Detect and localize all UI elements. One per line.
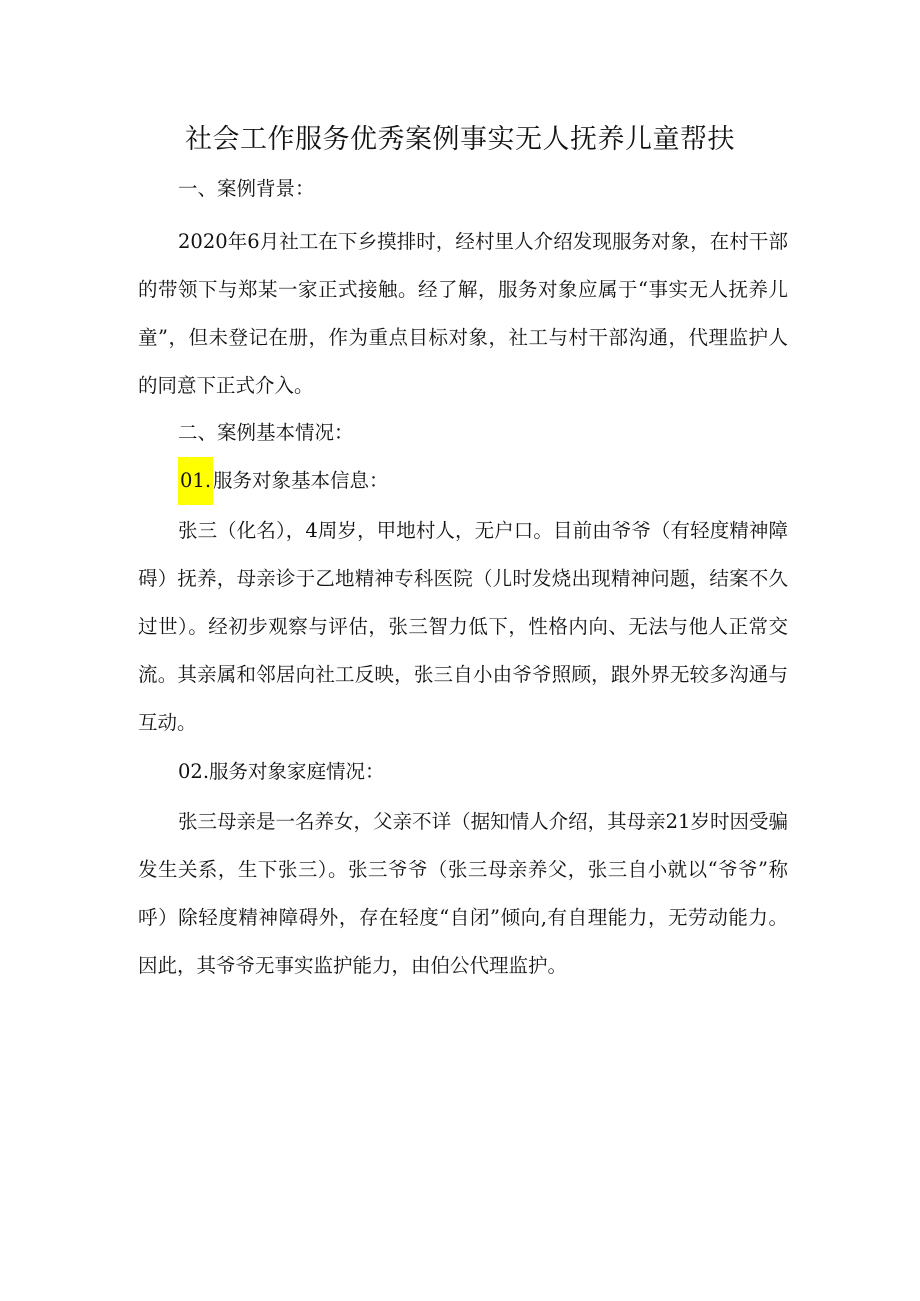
- item2-heading: 02.服务对象家庭情况：: [178, 760, 385, 783]
- item1-heading-line: [138, 457, 828, 505]
- highlighted-number: 01.: [178, 457, 213, 505]
- item2-paragraph: 张三母亲是一名养女，父亲不详（据知情人介绍，其母亲21岁时因受骗发生关系，生下张三）。张三爷爷（张三母亲养父，张三自小就以“爷爷”称呼）除轻度精神障碍外，存在轻度“自闭”倾向,有自理能力，无劳动能力。因此，其爷爷无事实监护能力，由伯公代理监护。: [138, 810, 788, 977]
- item1-paragraph: 张三（化名），4周岁，甲地村人，无户口。目前由爷爷（有轻度精神障碍）抚养，母亲诊于乙地精神专科医院（儿时发烧出现精神问题，结案不久过世）。经初步观察与评估，张三智力低下，性格内向、无法与他人正常交流。其亲属和邻居向社工反映，张三自小由爷爷照顾，跟外界无较多沟通与互动。: [138, 519, 788, 734]
- document-title: 社会工作服务优秀案例事实无人抚养儿童帮扶: [185, 124, 735, 155]
- section1-paragraph: 2020年6月社工在下乡摸排时，经村里人介绍发现服务对象，在村干部的带领下与郑某一家正式接触。经了解，服务对象应属于“事实无人抚养儿童”，但未登记在册，作为重点目标对象，社工与村干部沟通，代理监护人的同意下正式介入。: [138, 230, 788, 397]
- section2-heading: 二、案例基本情况：: [178, 421, 354, 444]
- item1-heading: 服务对象基本信息：: [213, 469, 389, 492]
- section1-heading: 一、案例背景：: [178, 177, 315, 200]
